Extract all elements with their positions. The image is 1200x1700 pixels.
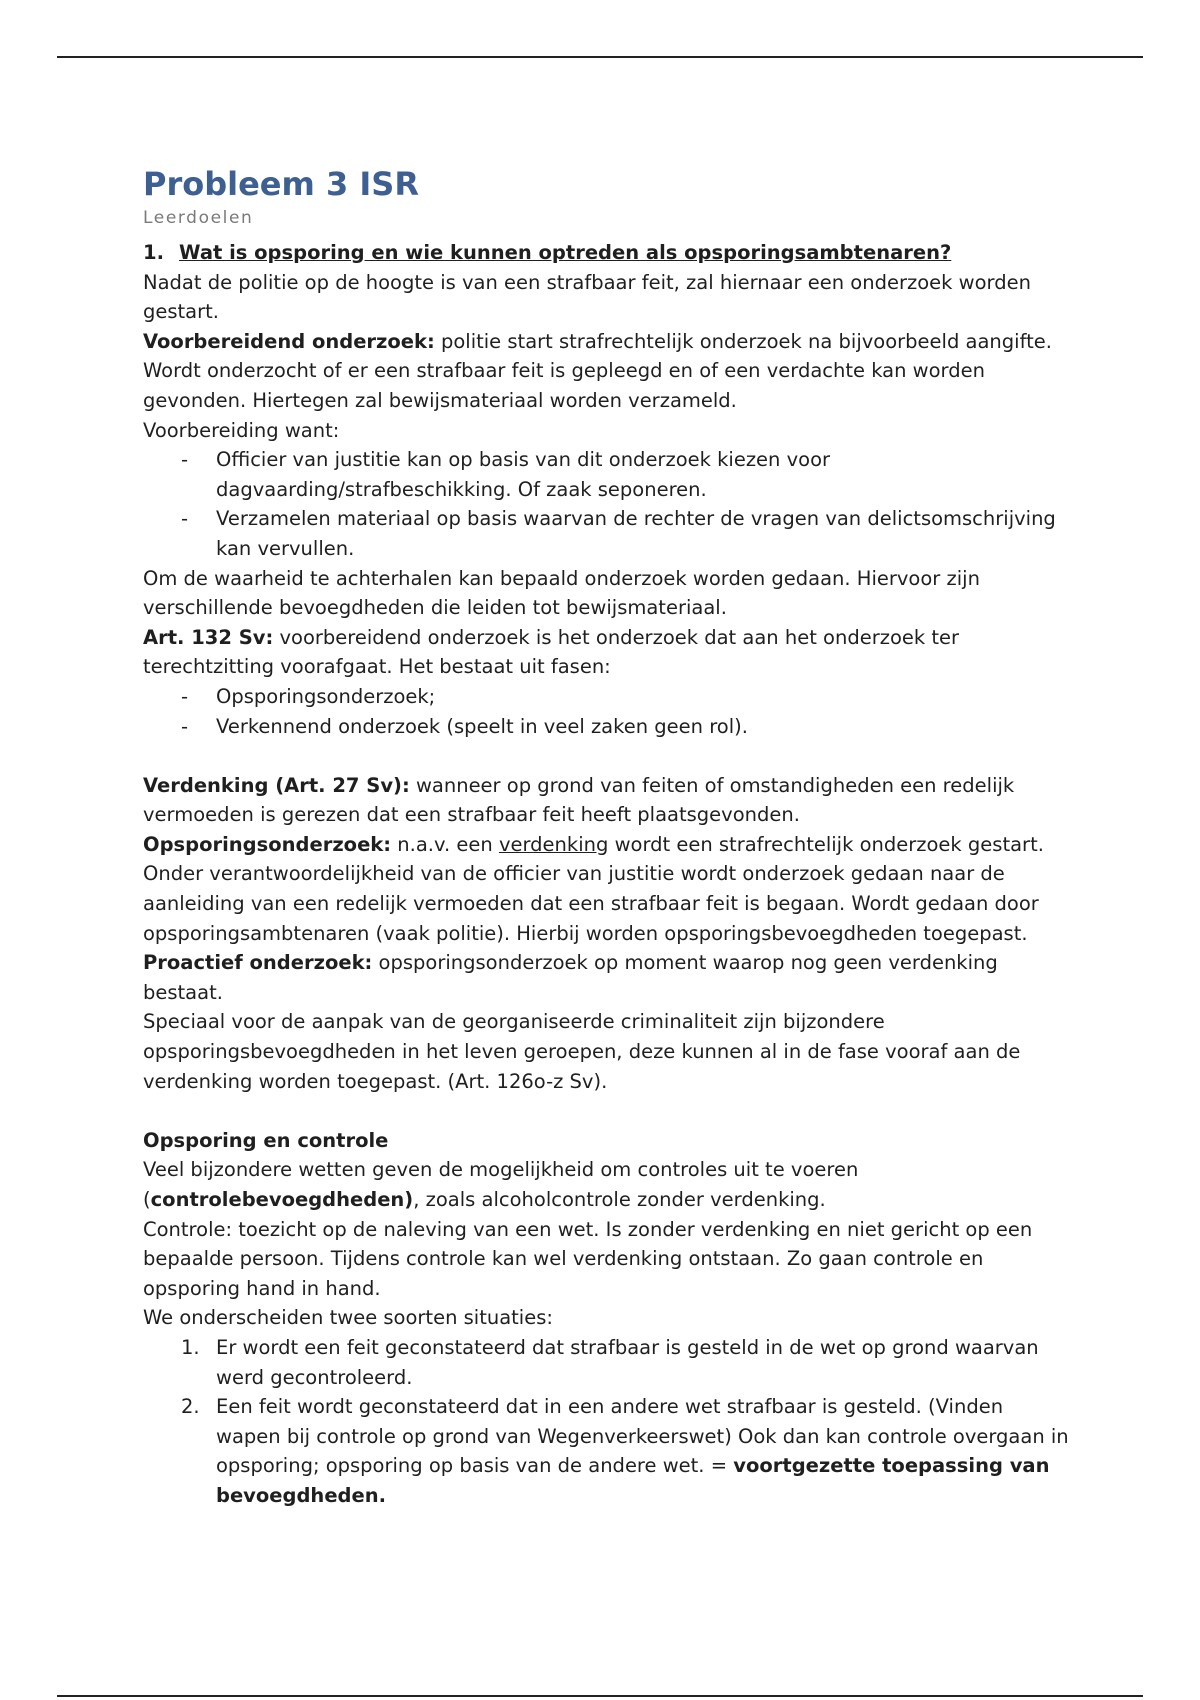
term-label: Verdenking (Art. 27 Sv): — [143, 773, 410, 797]
list-number: 2. — [181, 1395, 200, 1419]
list-item — [143, 1333, 1073, 1392]
voorbereiding-want: Voorbereiding want: — [143, 418, 340, 442]
term-text: wanneer op grond van feiten of omstandigheden een redelijk vermoeden is gerezen dat een strafbaar feit heeft plaatsgevonden. — [143, 773, 1015, 827]
controle-paragraph-1 — [143, 1155, 1073, 1214]
para-text: Veel bijzondere wetten geven de mogelijkheid om controles uit te voeren ( — [143, 1158, 859, 1211]
para-text: , zoals alcoholcontrole zonder verdenking. — [413, 1188, 826, 1211]
waarheid-paragraph: Om de waarheid te achterhalen kan bepaald onderzoek worden gedaan. Hiervoor zijn verschillende bevoegdheden die leiden tot bewijsmateriaal. — [143, 566, 980, 620]
list-item — [143, 682, 1073, 712]
list-item — [143, 712, 1073, 742]
dash-bullet: - — [181, 448, 189, 472]
bold-term: controlebevoegdheden) — [150, 1188, 414, 1211]
spacer — [143, 741, 1073, 771]
speciaal-paragraph: Speciaal voor de aanpak van de georganiseerde criminaliteit zijn bijzondere opsporingsbevoegdheden in het leven geroepen, deze kunnen al in de fase vooraf aan de verdenking worden toegepast. (Art. 126o-z Sv). — [143, 1010, 1021, 1093]
document-page — [143, 164, 1073, 1511]
term-label: Opsporingsonderzoek: — [143, 832, 392, 856]
list-item — [143, 445, 1073, 504]
list-item — [143, 1392, 1073, 1510]
term-label: Voorbereidend onderzoek: — [143, 329, 435, 353]
list-item — [143, 504, 1073, 563]
term-text: voorbereidend onderzoek is het onderzoek dat aan het onderzoek ter terechtzitting voorafgaat. Het bestaat uit fasen: — [143, 625, 960, 679]
dash-bullet: - — [181, 714, 189, 738]
voorbereidend-paragraph — [143, 327, 1073, 416]
list-item-text: Verkennend onderzoek (speelt in veel zaken geen rol). — [216, 714, 748, 738]
list-item-text: Een feit wordt geconstateerd dat in een andere wet strafbaar is gesteld. (Vinden wapen bij controle op grond van Wegenverkeerswet) Ook dan kan controle overgaan in opsporing; opsporing op basis van de andere wet. = — [216, 1395, 1069, 1478]
list-number: 1. — [181, 1335, 200, 1359]
section-heading — [143, 1126, 1073, 1156]
term-text: politie start strafrechtelijk onderzoek na bijvoorbeeld aangifte. Wordt onderzocht of er een strafbaar feit is gepleegd en of een verdachte kan worden gevonden. Hiertegen zal bewijsmateriaal worden verzameld. — [143, 329, 1052, 412]
underlined-term: verdenking — [498, 832, 609, 856]
numbered-list — [143, 1333, 1073, 1511]
section-heading-text: Opsporing en controle — [143, 1128, 389, 1152]
term-label: Art. 132 Sv: — [143, 625, 274, 649]
header-rule — [57, 56, 1143, 58]
list-item-text: Opsporingsonderzoek; — [216, 684, 436, 708]
term-text: wordt een strafrechtelijk onderzoek gestart. Onder verantwoordelijkheid van de officier van justitie wordt onderzoek gedaan naar de aanleiding van een redelijk vermoeden dat een strafbaar feit is begaan. Wordt gedaan door opsporingsambtenaren (vaak politie). Hierbij worden opsporingsbevoegdheden toegepast. — [143, 832, 1044, 945]
question-number: 1. — [143, 241, 164, 264]
dash-list-2 — [143, 682, 1073, 741]
term-label: Proactief onderzoek: — [143, 951, 373, 975]
verdenking-paragraph — [143, 771, 1073, 830]
term-text: opsporingsonderzoek op moment waarop nog geen verdenking bestaat. — [143, 951, 998, 1004]
dash-bullet: - — [181, 507, 189, 531]
question-heading — [143, 238, 1073, 268]
art132-paragraph — [143, 623, 1073, 682]
document-subtitle: Leerdoelen — [143, 208, 254, 228]
document-title: Probleem 3 ISR — [143, 165, 419, 203]
dash-bullet: - — [181, 684, 189, 708]
controle-paragraph-3: We onderscheiden twee soorten situaties: — [143, 1306, 553, 1330]
list-item-text: Officier van justitie kan op basis van dit onderzoek kiezen voor dagvaarding/strafbeschikking. Of zaak seponeren. — [216, 448, 831, 501]
dash-list-1 — [143, 445, 1073, 563]
footer-rule — [57, 1695, 1143, 1697]
list-item-text: Er wordt een feit geconstateerd dat strafbaar is gesteld in de wet op grond waarvan werd gecontroleerd. — [216, 1335, 1039, 1389]
controle-paragraph-2: Controle: toezicht op de naleving van een wet. Is zonder verdenking en niet gericht op een bepaalde persoon. Tijdens controle kan wel verdenking ontstaan. Zo gaan controle en opsporing hand in hand. — [143, 1217, 1033, 1300]
list-item-text: Verzamelen materiaal op basis waarvan de rechter de vragen van delictsomschrijving kan vervullen. — [216, 507, 1056, 560]
question-text: Wat is opsporing en wie kunnen optreden als opsporingsambtenaren? — [179, 241, 952, 264]
bold-term: voortgezette toepassing van bevoegdheden. — [216, 1454, 1050, 1507]
spacer — [143, 1096, 1073, 1126]
proactief-paragraph — [143, 948, 1073, 1007]
opsporingsonderzoek-paragraph — [143, 830, 1073, 948]
intro-paragraph: Nadat de politie op de hoogte is van een strafbaar feit, zal hiernaar een onderzoek worden gestart. — [143, 270, 1031, 324]
term-text: n.a.v. een — [391, 832, 499, 856]
